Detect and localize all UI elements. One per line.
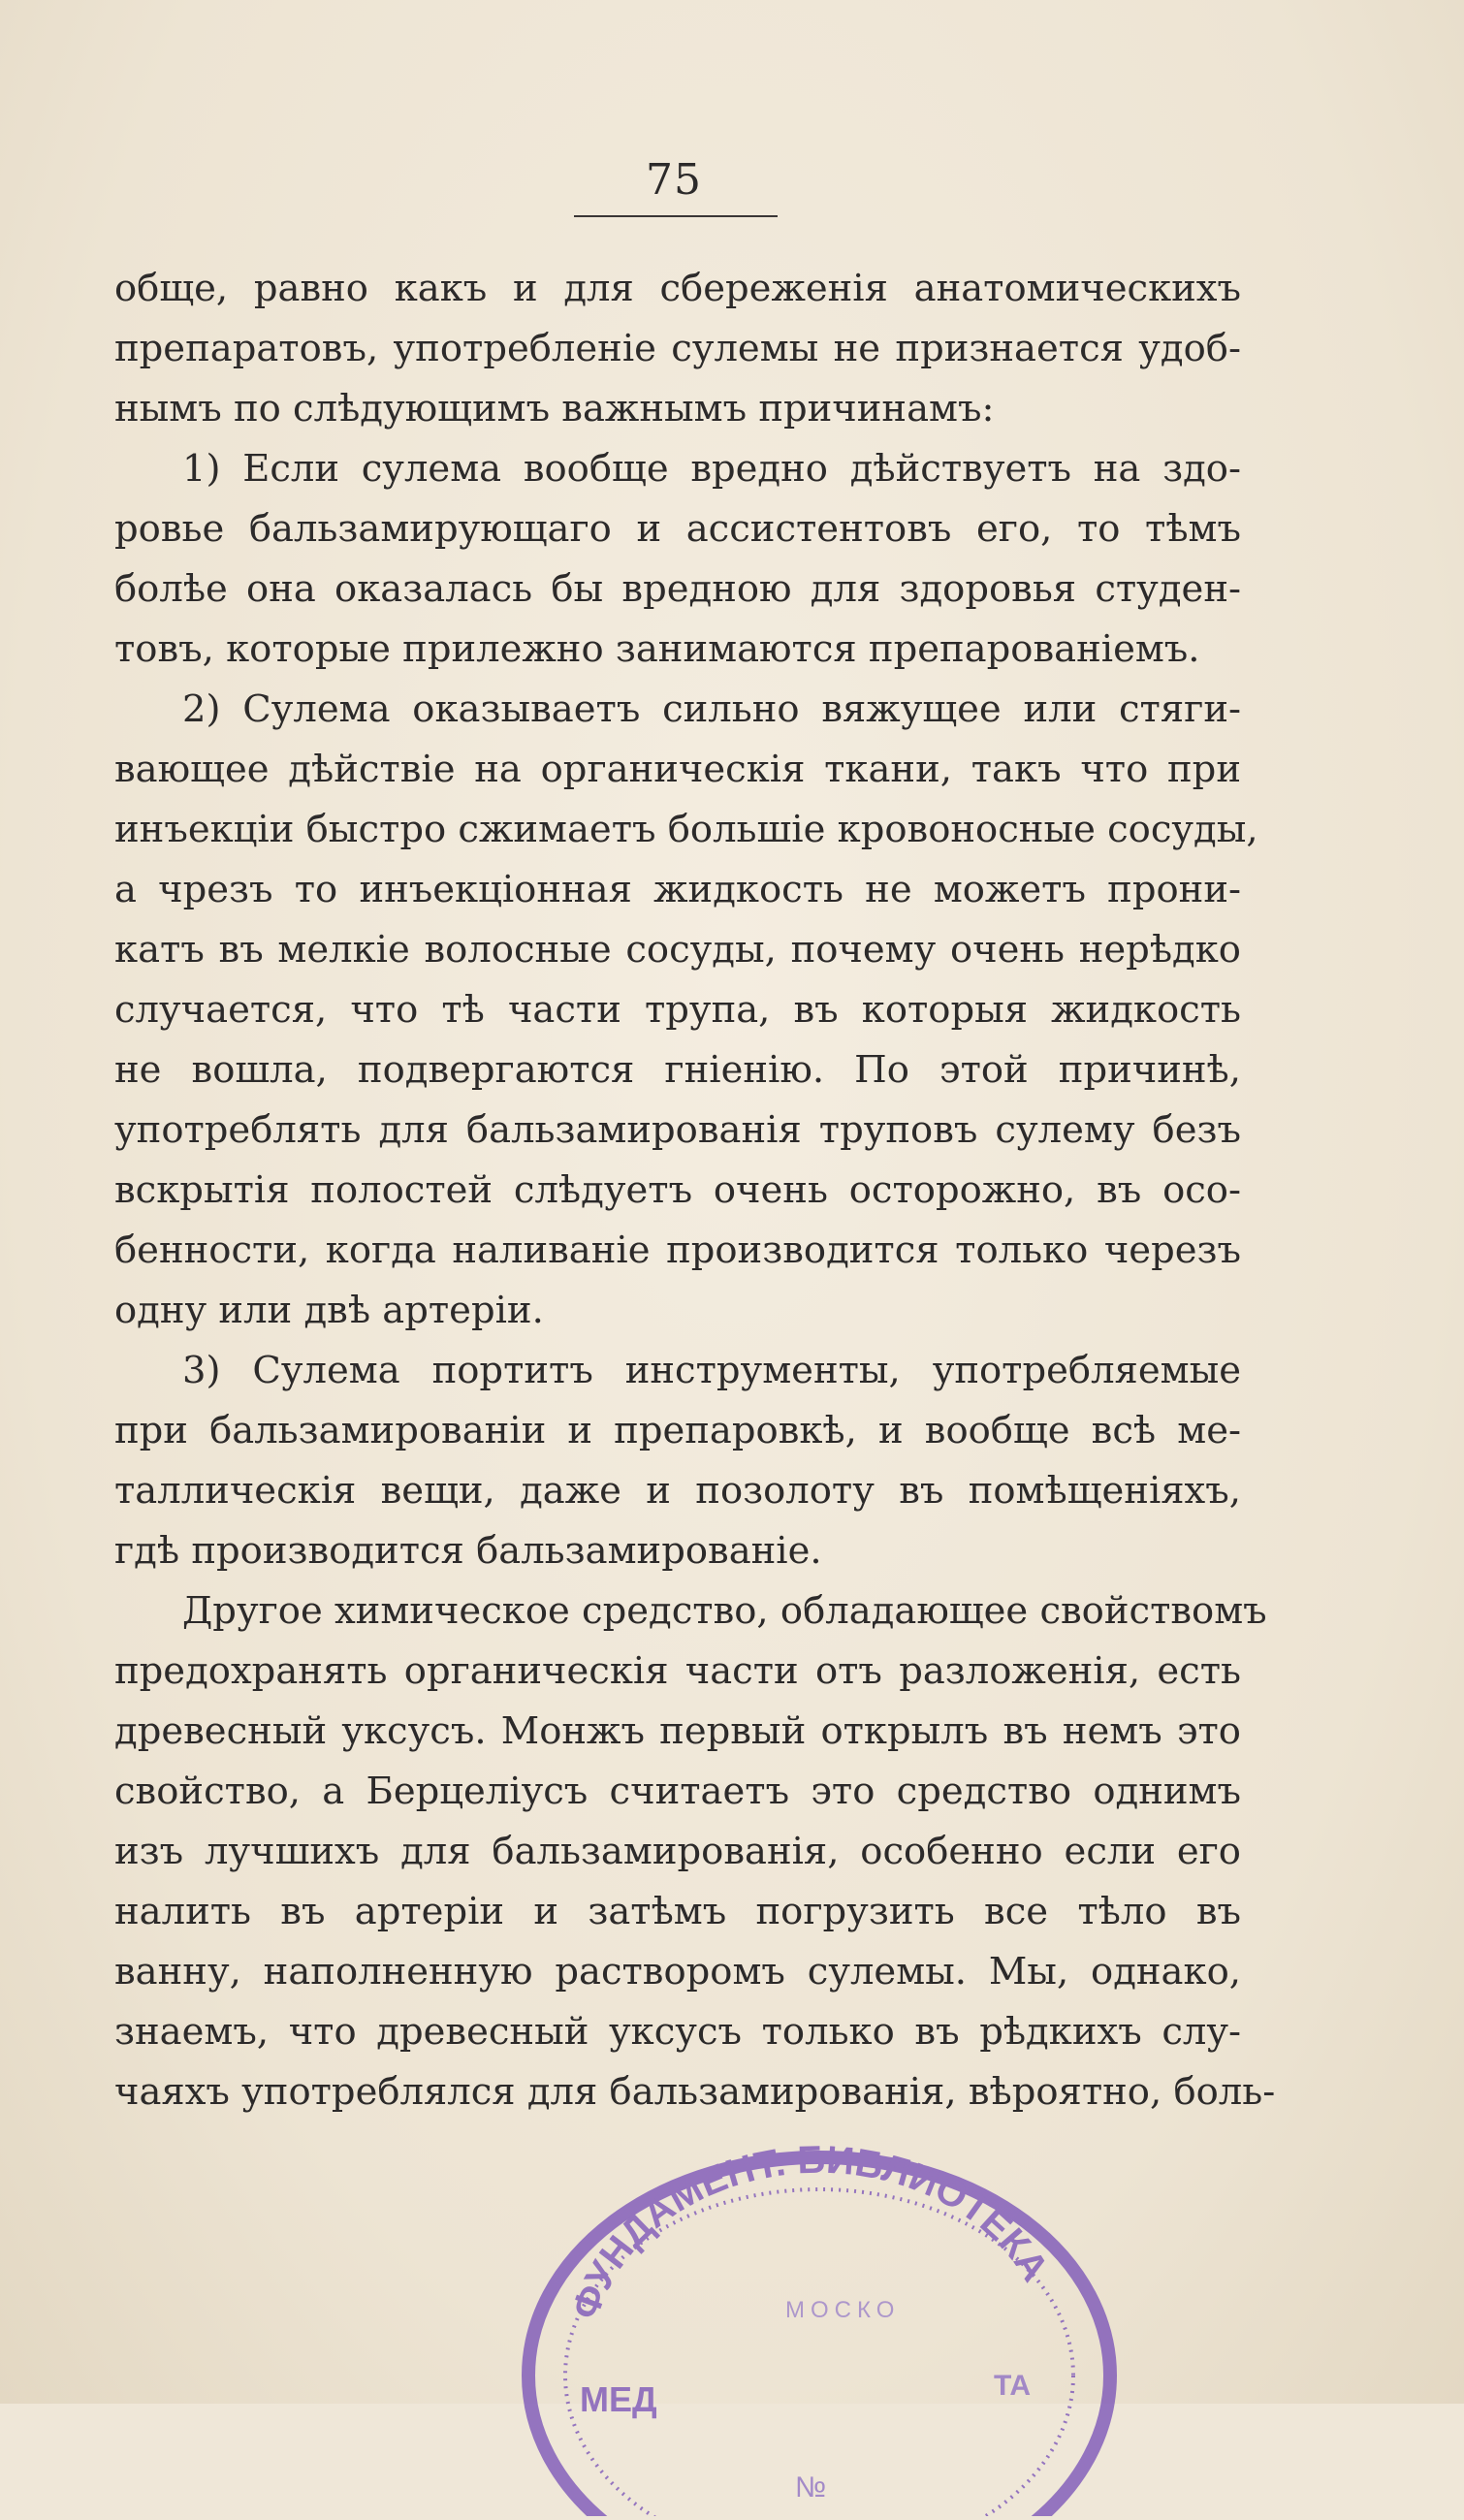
text-line: не вошла, подвергаются гніенію. По этой причинѣ, [114,1048,1241,1092]
text-line: изъ лучшихъ для бальзамированія, особенно если его [114,1830,1241,1873]
text-line: таллическія вещи, даже и позолоту въ помѣщеніяхъ, [114,1469,1241,1513]
text-line: Другое химическое средство, обладающее свойствомъ [182,1589,1267,1633]
stamp-text-number: № [795,2472,827,2504]
text-line: инъекціи быстро сжимаетъ большіе кровоносные сосуды, [114,808,1258,851]
library-stamp-graphic [504,2109,1125,2516]
text-line: обще, равно какъ и для сбереженія анатомическихъ [114,267,1241,310]
stamp-text-lower: МЕД [580,2379,657,2419]
text-line: предохранять органическія части отъ разложенія, есть [114,1649,1241,1693]
text-line: употреблять для бальзамированія труповъ сулему безъ [114,1108,1241,1152]
text-line: гдѣ производится бальзамированіе. [114,1529,822,1573]
text-line: древесный уксусъ. Монжъ первый открылъ въ немъ это [114,1709,1241,1753]
text-line: знаемъ, что древесный уксусъ только въ рѣдкихъ слу- [114,2010,1241,2054]
text-line: товъ, которые прилежно занимаются препарованіемъ. [114,627,1200,671]
text-line: нымъ по слѣдующимъ важнымъ причинамъ: [114,387,995,431]
stamp-text-lower-right: ТА [994,2370,1032,2402]
text-line: болѣе она оказалась бы вредною для здоровья студен- [114,567,1241,611]
stamp-text-top: ФУНДАМЕНТ. БИБЛИОТЕКА [563,2138,1057,2325]
text-line: вающее дѣйствіе на органическія ткани, такъ что при [114,748,1241,791]
text-line: при бальзамированіи и препаровкѣ, и вообще всѣ ме- [114,1409,1241,1452]
text-line: ванну, наполненную растворомъ сулемы. Мы, однако, [114,1950,1241,1994]
text-line: вскрытія полостей слѣдуетъ очень осторожно, въ осо- [114,1168,1241,1212]
body-text [114,259,1276,2122]
text-line: препаратовъ, употребленіе сулемы не признается удоб- [114,327,1241,370]
stamp-text-middle: МОСКО [785,2297,901,2323]
text-line: случается, что тѣ части трупа, въ которыя жидкость [114,988,1241,1032]
text-line: чаяхъ употреблялся для бальзамированія, вѣроятно, боль- [114,2070,1276,2114]
text-line: 1) Если сулема вообще вредно дѣйствуетъ на здо- [182,447,1241,491]
text-line: одну или двѣ артеріи. [114,1289,544,1332]
text-line: 2) Сулема оказываетъ сильно вяжущее или стяги- [182,687,1241,731]
stamp-outer-ring [528,2157,1110,2516]
text-line: катъ въ мелкіе волосные сосуды, почему очень нерѣдко [114,928,1241,972]
text-line: 3) Сулема портитъ инструменты, употребляемые [182,1349,1241,1392]
page-number-rule [574,215,778,217]
page-number: 75 [646,155,702,205]
text-line: бенности, когда наливаніе производится только черезъ [114,1228,1241,1272]
text-line: налить въ артеріи и затѣмъ погрузить все тѣло въ [114,1890,1241,1933]
text-line: свойство, а Берцеліусъ считаетъ это средство однимъ [114,1770,1241,1813]
library-stamp [504,2109,1125,2516]
text-line: а чрезъ то инъекціонная жидкость не можетъ прони- [114,868,1241,911]
text-line: ровье бальзамирующаго и ассистентовъ его, то тѣмъ [114,507,1241,551]
